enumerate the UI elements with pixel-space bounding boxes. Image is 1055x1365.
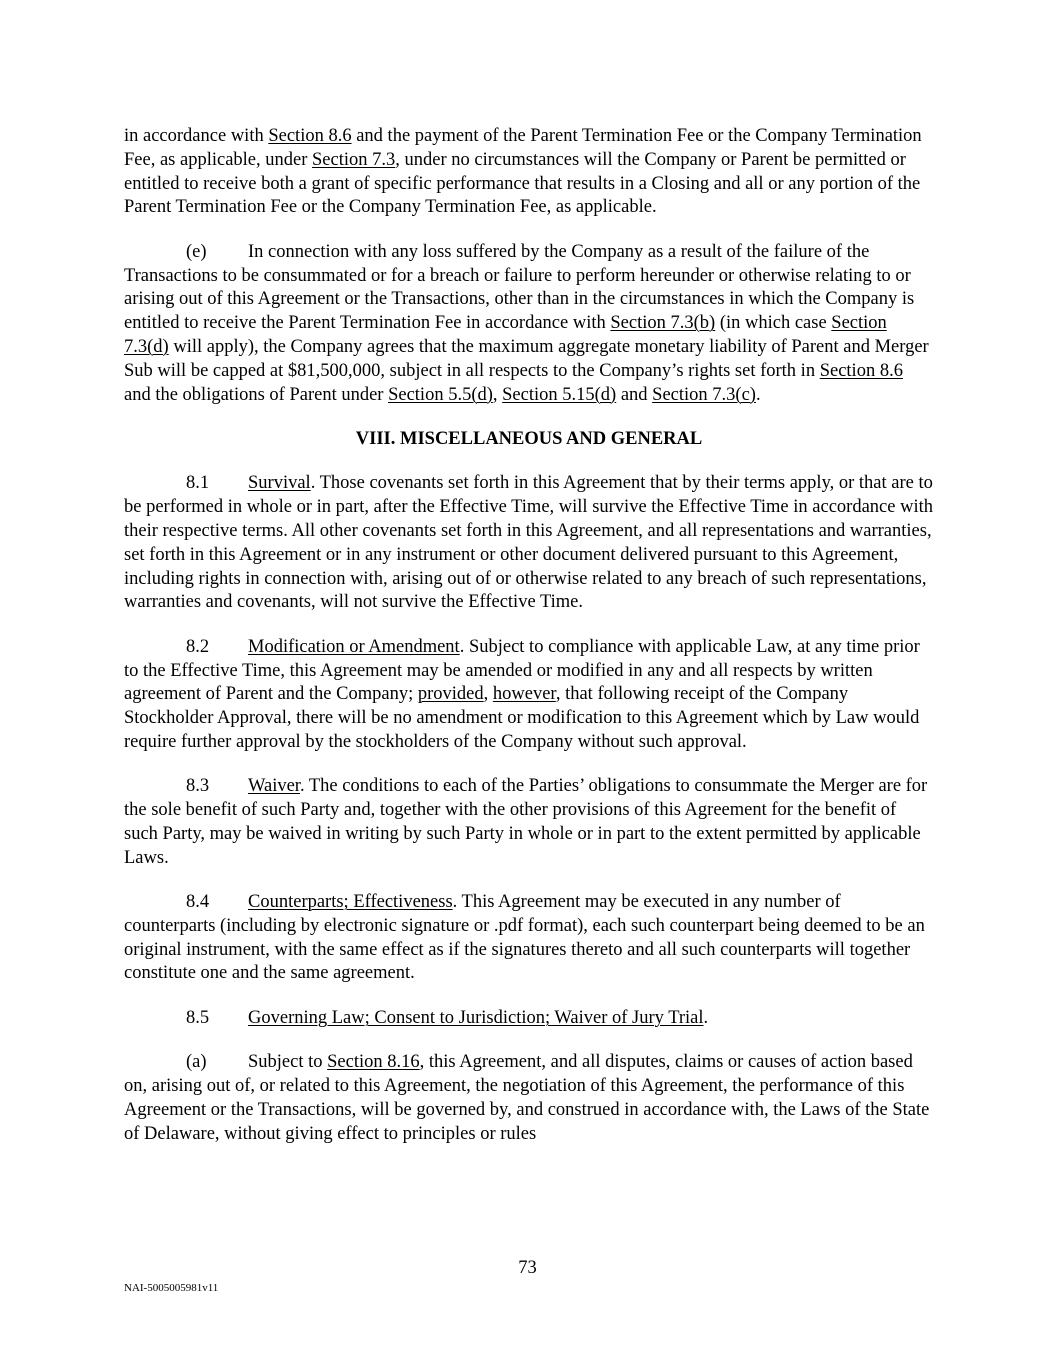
document-id: NAI-5005005981v11: [124, 1282, 219, 1294]
section-reference: Section 7.3(b): [610, 313, 716, 334]
article-heading: VIII. MISCELLANEOUS AND GENERAL: [355, 428, 703, 449]
section-number: 8.3: [186, 776, 210, 797]
section-8-1: [124, 472, 934, 615]
text: and the payment of the Parent Termination Fee or the Company Termination Fee, as applicable, under: [124, 126, 922, 170]
text: . Those covenants set forth in this Agreement that by their terms apply, or that are to be performed in whole or in part, after the Effective Time, will survive the Effective Time in accordance with their respective terms. All other covenants set forth in this Agreement, and all representations and warranties, set forth in this Agreement or in any instrument or other document delivered pursuant to this Agreement, including rights in connection with, arising out of or otherwise related to any breach of such representations, warranties and covenants, will not survive the Effective Time.: [124, 473, 933, 613]
text: and: [616, 384, 653, 405]
section-title: Survival: [248, 473, 311, 494]
text: In connection with any loss suffered by the Company as a result of the failure of the Transactions to be consummated or for a breach or failure to perform hereunder or otherwise relating to or arising out of this Agreement or the Transactions, other than in the circumstances in which the Company is entitled to receive the Parent Termination Fee in accordance with: [124, 241, 915, 334]
section-title: Waiver: [248, 776, 300, 797]
text: .: [755, 384, 761, 405]
section-8-4: [124, 891, 934, 986]
text: (in which case: [715, 313, 832, 334]
page-number: 73: [518, 1258, 537, 1278]
text: ,: [483, 684, 493, 705]
section-number: 8.2: [186, 636, 210, 657]
section-8-3: [124, 775, 934, 870]
paragraph-number: (e): [186, 241, 207, 262]
text: will apply), the Company agrees that the maximum aggregate monetary liability of Parent and Merger Sub will be capped at $81,500,000, subject in all respects to the Company’s rights set forth in: [124, 336, 929, 381]
text: , under no circumstances will the Company or Parent be permitted or entitled to receive both a grant of specific performance that results in a Closing and all or any portion of the Parent Termination Fee or the Company Termination Fee, as applicable.: [124, 149, 921, 218]
paragraph-number: (a): [186, 1052, 207, 1073]
paragraph-continuation: [124, 125, 934, 220]
section-number: 8.5: [186, 1007, 210, 1028]
emphasis-term: provided: [417, 684, 484, 705]
text: Subject to: [248, 1052, 328, 1073]
emphasis-term: however: [492, 684, 556, 705]
section-number: 8.1: [186, 473, 210, 494]
text: .: [703, 1007, 709, 1028]
section-8-5: [124, 1007, 934, 1031]
text: and the obligations of Parent under: [124, 384, 389, 405]
section-reference: Section 8.6: [819, 360, 903, 381]
section-reference: Section 8.16: [327, 1052, 420, 1073]
text: , that following receipt of the Company Stockholder Approval, there will be no amendment or modification to this Agreement which by Law would require further approval by the stockholders of the Company without such approval.: [124, 684, 920, 752]
section-reference: Section 7.3(d): [124, 313, 887, 357]
section-reference: Section 5.15(d): [502, 384, 617, 405]
text: ,: [492, 384, 503, 405]
section-number: 8.4: [186, 892, 210, 913]
section-title: Governing Law; Consent to Jurisdiction; Waiver of Jury Trial: [248, 1007, 704, 1028]
text: . Subject to compliance with applicable Law, at any time prior to the Effective Time, this Agreement may be amended or modified in any and all respects by written agreement of Parent and the Company;: [124, 636, 920, 705]
section-title: Modification or Amendment: [248, 636, 460, 657]
text: . This Agreement may be executed in any number of counterparts (including by electronic signature or .pdf format), each such counterpart being deemed to be an original instrument, with the same effect as if the signatures thereto and all such counterparts will together constitute one and the same agreement.: [124, 892, 925, 984]
text: , this Agreement, and all disputes, claims or causes of action based on, arising out of, or related to this Agreement, the negotiation of this Agreement, the performance of this Agreement or the Transactions, will be governed by, and construed in accordance with, the Laws of the State of Delaware, without giving effect to principles or rules: [124, 1052, 930, 1144]
paragraph-e: [124, 241, 934, 408]
section-reference: Section 7.3: [312, 149, 396, 170]
section-reference: Section 5.5(d): [388, 384, 493, 405]
section-8-5-a: [124, 1051, 934, 1146]
document-page: [124, 125, 934, 1167]
text: . The conditions to each of the Parties’ obligations to consummate the Merger are for the sole benefit of such Party and, together with the other provisions of this Agreement for the benefit of such Party, may be waived in writing by such Party in whole or in part to the extent permitted by applicable Laws.: [124, 776, 928, 868]
section-title: Counterparts; Effectiveness: [248, 892, 453, 913]
section-reference: Section 7.3(c): [652, 384, 756, 405]
text: in accordance with: [124, 126, 269, 146]
section-reference: Section 8.6: [268, 126, 352, 146]
section-8-2: [124, 636, 934, 755]
